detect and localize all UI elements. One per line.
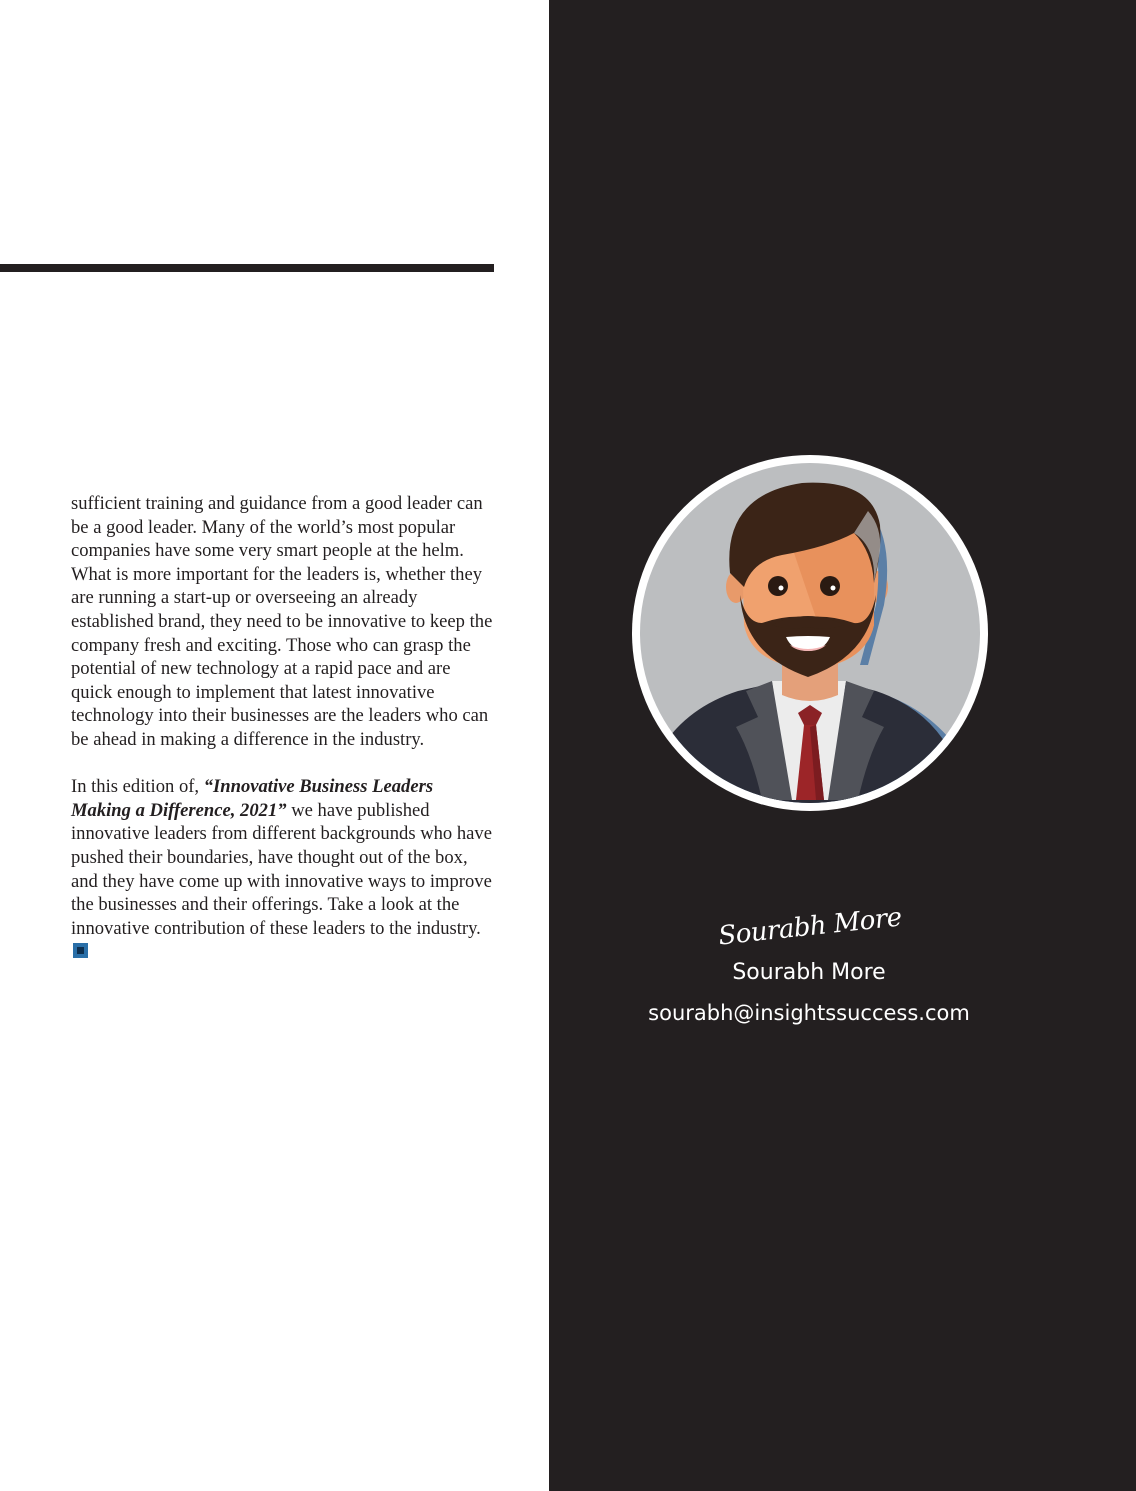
editor-avatar-icon <box>632 455 988 811</box>
article-body <box>71 492 496 987</box>
editor-signature: Sourabh More <box>716 902 904 952</box>
end-of-article-icon <box>73 943 88 958</box>
heading-rule <box>0 264 494 272</box>
paragraph-2-intro: In this edition of, <box>71 776 204 798</box>
left-column <box>0 0 549 1491</box>
paragraph-2 <box>71 775 496 964</box>
paragraph-1 <box>71 492 496 752</box>
paragraph-2-rest: we have published innovative leaders from different backgrounds who have pushed their boundaries, have thought out of the box, and they have come up with innovative ways to improve the businesses and their offerings. Take a look at the innovative contribution of these leaders to the industry. <box>71 799 492 939</box>
editor-name: Sourabh More <box>732 960 886 985</box>
edition-title: “Innovative Business Leaders Making a Difference, 2021” <box>71 776 434 821</box>
editor-email: sourabh@insightssuccess.com <box>648 1001 970 1025</box>
paragraph-1-text: sufficient training and guidance from a good leader can be a good leader. Many of the world’s most popular companies have some very smart people at the helm. What is more important for the leaders is, whether they are running a start-up or overseeing an already established brand, they need to be innovative to keep the company fresh and exciting. Those who can grasp the potential of new technology at a rapid pace and are quick enough to implement that latest innovative technology into their businesses are the leaders who can be ahead in making a difference in the industry. <box>71 493 493 750</box>
